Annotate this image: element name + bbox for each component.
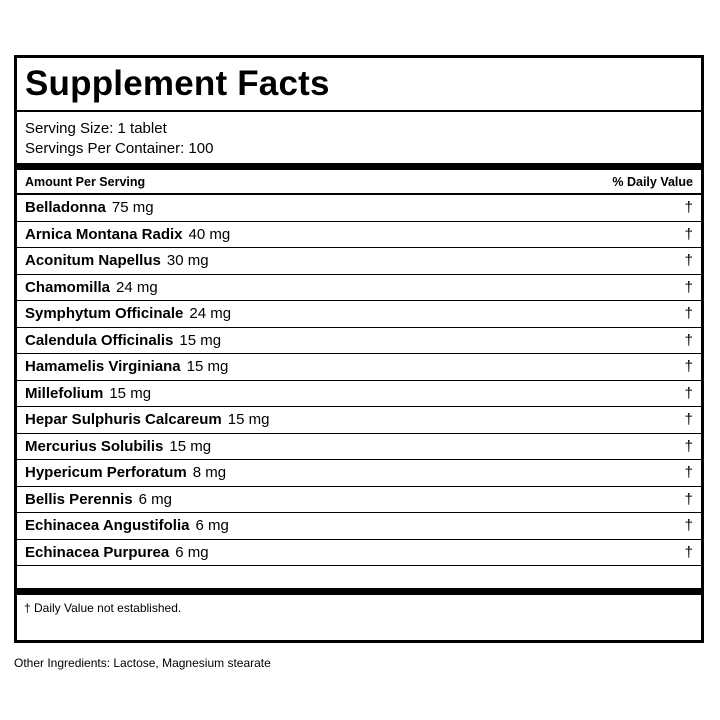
ingredient <box>25 381 151 406</box>
ingredient-name: Arnica Montana Radix <box>25 225 183 243</box>
ingredient-amount: 15 mg <box>179 331 222 349</box>
daily-value-dagger: † <box>684 331 693 349</box>
thick-divider-bottom <box>17 588 701 595</box>
ingredient-name: Echinacea Angustifolia <box>25 517 190 534</box>
table-row <box>17 487 701 514</box>
table-row <box>17 275 701 302</box>
ingredient-amount: 75 mg <box>111 199 154 216</box>
daily-value-header: % Daily Value <box>612 175 693 189</box>
ingredient-amount: 6 mg <box>195 517 229 534</box>
ingredient-name: Millefolium <box>25 384 104 402</box>
amount-per-serving-header: Amount Per Serving <box>25 175 146 189</box>
ingredient <box>25 487 172 512</box>
ingredient <box>25 222 230 247</box>
table-row <box>17 301 701 328</box>
ingredient-name: Echinacea Purpurea <box>25 543 170 561</box>
table-row <box>17 222 701 249</box>
daily-value-dagger: † <box>684 384 693 402</box>
table-header <box>17 170 701 195</box>
ingredient-amount: 6 mg <box>138 490 172 508</box>
ingredient-amount: 6 mg <box>175 543 209 561</box>
table-row <box>17 513 701 540</box>
servings-per-container: Servings Per Container: 100 <box>25 140 214 157</box>
ingredient-name: Chamomilla <box>25 278 111 296</box>
ingredient-name: Symphytum Officinale <box>25 305 184 322</box>
daily-value-dagger: † <box>684 252 693 269</box>
ingredient-name: Aconitum Napellus <box>25 252 161 269</box>
ingredient-name: Belladonna <box>25 199 106 216</box>
ingredient <box>25 301 231 326</box>
daily-value-dagger: † <box>684 199 693 216</box>
ingredient-amount: 15 mg <box>186 358 229 375</box>
table-row <box>17 248 701 275</box>
ingredient <box>25 460 226 485</box>
ingredient-name: Hepar Sulphuris Calcareum <box>25 411 222 428</box>
ingredient-amount: 24 mg <box>116 278 158 296</box>
ingredient-name: Bellis Perennis <box>25 490 133 508</box>
daily-value-dagger: † <box>684 543 693 561</box>
panel-title: Supplement Facts <box>25 64 330 103</box>
ingredient <box>25 407 269 432</box>
daily-value-dagger: † <box>684 490 693 508</box>
daily-value-dagger: † <box>684 305 693 322</box>
ingredient-name: Calendula Officinalis <box>25 331 174 349</box>
table-row <box>17 195 701 222</box>
supplement-facts-panel <box>14 55 704 643</box>
daily-value-dagger: † <box>684 278 693 296</box>
ingredient-amount: 40 mg <box>188 225 231 243</box>
ingredient-name: Mercurius Solubilis <box>25 437 164 455</box>
daily-value-dagger: † <box>684 464 693 481</box>
table-row <box>17 354 701 381</box>
daily-value-dagger: † <box>684 225 693 243</box>
ingredient <box>25 328 221 353</box>
table-row <box>17 460 701 487</box>
ingredient-amount: 30 mg <box>166 252 209 269</box>
ingredient-list <box>17 195 701 566</box>
ingredient <box>25 540 209 565</box>
daily-value-dagger: † <box>684 358 693 375</box>
ingredient-amount: 15 mg <box>169 437 212 455</box>
table-row <box>17 328 701 355</box>
serving-size: Serving Size: 1 tablet <box>25 120 167 137</box>
daily-value-dagger: † <box>684 517 693 534</box>
daily-value-dagger: † <box>684 411 693 428</box>
table-row <box>17 381 701 408</box>
ingredient-name: Hypericum Perforatum <box>25 464 187 481</box>
table-row <box>17 434 701 461</box>
footnote: † Daily Value not established. <box>24 601 182 615</box>
other-ingredients: Other Ingredients: Lactose, Magnesium stearate <box>14 656 271 670</box>
ingredient-name: Hamamelis Virginiana <box>25 358 181 375</box>
ingredient <box>25 434 211 459</box>
ingredient <box>25 513 229 538</box>
ingredient-amount: 24 mg <box>189 305 232 322</box>
title-divider <box>17 110 701 112</box>
table-row <box>17 540 701 567</box>
thick-divider-top <box>17 163 701 170</box>
ingredient <box>25 354 228 379</box>
ingredient <box>25 248 209 273</box>
ingredient-amount: 15 mg <box>109 384 152 402</box>
ingredient-amount: 8 mg <box>192 464 227 481</box>
table-row <box>17 407 701 434</box>
ingredient <box>25 195 154 220</box>
ingredient <box>25 275 158 300</box>
daily-value-dagger: † <box>684 437 693 455</box>
ingredient-amount: 15 mg <box>227 411 270 428</box>
